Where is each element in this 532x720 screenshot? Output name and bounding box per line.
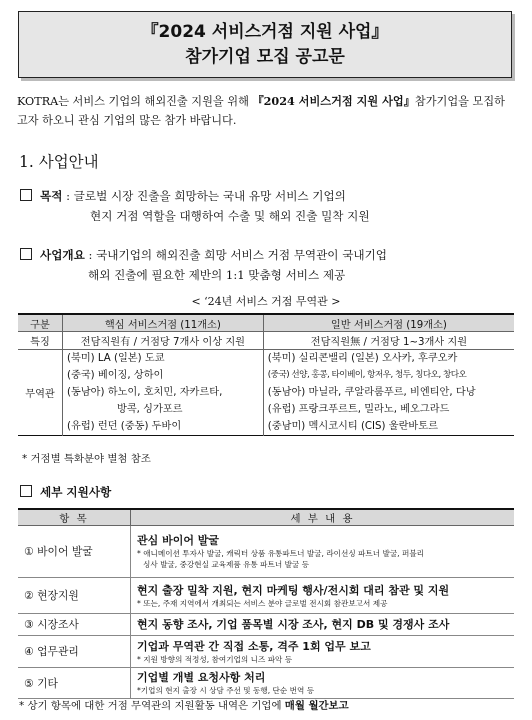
overview-line-2: 해외 진출에 필요한 제반의 1:1 맞춤형 서비스 제공 bbox=[88, 268, 346, 282]
section-2-heading-line bbox=[20, 484, 111, 500]
title-line-2: 참가기업 모집 공고문 bbox=[185, 47, 345, 67]
hub-table bbox=[18, 313, 514, 436]
support-sub: * 지원 방향의 적정성, 참여기업의 니즈 파악 등 bbox=[137, 654, 293, 664]
overview-label: 사업개요 bbox=[40, 248, 85, 262]
support-table bbox=[18, 508, 514, 699]
title-box bbox=[18, 11, 512, 78]
hub-table-header-general: 일반 서비스거점 (19개소) bbox=[263, 314, 514, 332]
support-header-item: 항 목 bbox=[18, 509, 131, 526]
general-office-row: (동남아) 마닐라, 쿠알라룸푸르, 비엔티안, 다낭 bbox=[267, 387, 476, 398]
table-row bbox=[18, 526, 514, 578]
intro-text-1: KOTRA는 서비스 기업의 해외진출 지원을 위해 bbox=[17, 95, 253, 108]
section-1-heading: 1. 사업안내 bbox=[19, 153, 99, 171]
overview-line-1: : 국내기업의 해외진출 희망 서비스 거점 무역관이 국내기업 bbox=[84, 248, 387, 262]
general-office-row: (북미) 실리콘밸리 (일본) 오사카, 후쿠오카 bbox=[267, 353, 458, 364]
support-item: ⑤ 기타 bbox=[18, 668, 131, 699]
support-sub: * 애니메이션 투자사 발굴, 캐릭터 상품 유통파트너 발굴, 라이선싱 파트너 발굴, 퍼블리 bbox=[137, 549, 424, 558]
title-line-1: 『2024 서비스거점 지원 사업』 bbox=[141, 22, 389, 42]
support-main: 관심 바이어 발굴 bbox=[137, 534, 220, 547]
intro-paragraph bbox=[17, 92, 514, 130]
support-main: 기업별 개별 요청사항 처리 bbox=[137, 671, 266, 684]
core-office-row: 방콕, 싱가포르 bbox=[117, 404, 183, 415]
purpose-label: 목적 bbox=[40, 189, 63, 203]
core-office-row: (동남아) 하노이, 호치민, 자카르타, bbox=[67, 387, 223, 398]
intro-program-name: 『2024 서비스거점 지원 사업』 bbox=[252, 94, 415, 108]
support-sub: *기업의 현지 출장 시 상담 주선 및 동행, 단순 번역 등 bbox=[137, 686, 315, 695]
support-detail bbox=[131, 614, 515, 636]
support-item: ③ 시장조사 bbox=[18, 614, 131, 636]
table-row bbox=[18, 578, 514, 614]
support-main: 현지 동향 조사, 기업 품목별 시장 조사, 현지 DB 및 경쟁사 조사 bbox=[137, 618, 450, 631]
core-office-row: (유럽) 런던 (중동) 두바이 bbox=[67, 421, 182, 432]
feature-general: 전담직원無 / 거점당 1~3개사 지원 bbox=[263, 332, 514, 350]
core-offices bbox=[63, 350, 264, 436]
table-row bbox=[18, 636, 514, 668]
checkbox-square-icon bbox=[20, 248, 32, 260]
monthly-report-note-text: * 상기 항목에 대한 거점 무역관의 지원활동 내역은 기업에 bbox=[19, 700, 285, 712]
support-main: 기업과 무역관 간 직접 소통, 격주 1회 업무 보고 bbox=[137, 639, 371, 653]
support-header-detail: 세 부 내 용 bbox=[131, 509, 515, 526]
support-sub: 싱사 발굴, 중강현실 교육제품 유통 파트너 발굴 등 bbox=[143, 560, 310, 569]
support-item: ① 바이어 발굴 bbox=[18, 526, 131, 578]
support-sub: * 또는, 주재 지역에서 개최되는 서비스 분야 글로벌 전시회 참관보고서 제공 bbox=[137, 598, 388, 608]
hub-table-caption: < ‘24년 서비스 거점 무역관 > bbox=[191, 295, 341, 308]
core-office-row: (중국) 베이징, 상하이 bbox=[67, 370, 164, 381]
general-office-row: (중남미) 멕시코시티 (CIS) 울란바토르 bbox=[267, 421, 438, 432]
purpose-line-2: 현지 거점 역할을 대행하여 수출 및 해외 진출 밀착 지원 bbox=[90, 209, 370, 223]
support-item: ② 현장지원 bbox=[18, 578, 131, 614]
feature-core: 전담직원有 / 거점당 7개사 이상 지원 bbox=[63, 332, 264, 350]
specialty-note: * 거점별 특화분야 별첨 참조 bbox=[22, 453, 151, 465]
support-detail bbox=[131, 526, 515, 578]
support-detail bbox=[131, 668, 515, 699]
monthly-report-note-bold: 매월 월간보고 bbox=[284, 700, 349, 712]
section-2-heading: 세부 지원사항 bbox=[40, 485, 112, 499]
table-row bbox=[18, 668, 514, 699]
table-row bbox=[18, 614, 514, 636]
purpose-line-1: : 글로벌 시장 진출을 희망하는 국내 유망 서비스 기업의 bbox=[62, 189, 346, 203]
feature-label: 특징 bbox=[18, 332, 63, 350]
hub-table-header-category: 구분 bbox=[18, 314, 63, 332]
support-detail bbox=[131, 578, 515, 614]
hub-table-header-core: 핵심 서비스거점 (11개소) bbox=[63, 314, 264, 332]
office-label: 무역관 bbox=[25, 389, 55, 400]
support-detail bbox=[131, 636, 515, 668]
general-offices bbox=[263, 350, 514, 436]
monthly-report-note bbox=[19, 697, 349, 712]
core-office-row: (북미) LA (일본) 도쿄 bbox=[67, 353, 165, 364]
purpose-paragraph bbox=[20, 186, 370, 226]
general-office-row: (중국) 선양, 홍콩, 타이베이, 항저우, 청두, 칭다오, 창다오 bbox=[267, 370, 467, 380]
general-office-row: (유럽) 프랑크푸르트, 밀라노, 베오그라드 bbox=[267, 404, 450, 415]
support-item: ④ 업무관리 bbox=[18, 636, 131, 668]
support-main: 현지 출장 밀착 지원, 현지 마케팅 행사/전시회 대리 참관 및 지원 bbox=[137, 583, 450, 597]
overview-paragraph bbox=[20, 245, 387, 285]
checkbox-square-icon bbox=[20, 485, 32, 497]
intro-text-2: 참가기업을 모집하고자 하오니 관심 기업의 많은 참가 바랍니다. bbox=[17, 95, 505, 127]
checkbox-square-icon bbox=[20, 189, 32, 201]
